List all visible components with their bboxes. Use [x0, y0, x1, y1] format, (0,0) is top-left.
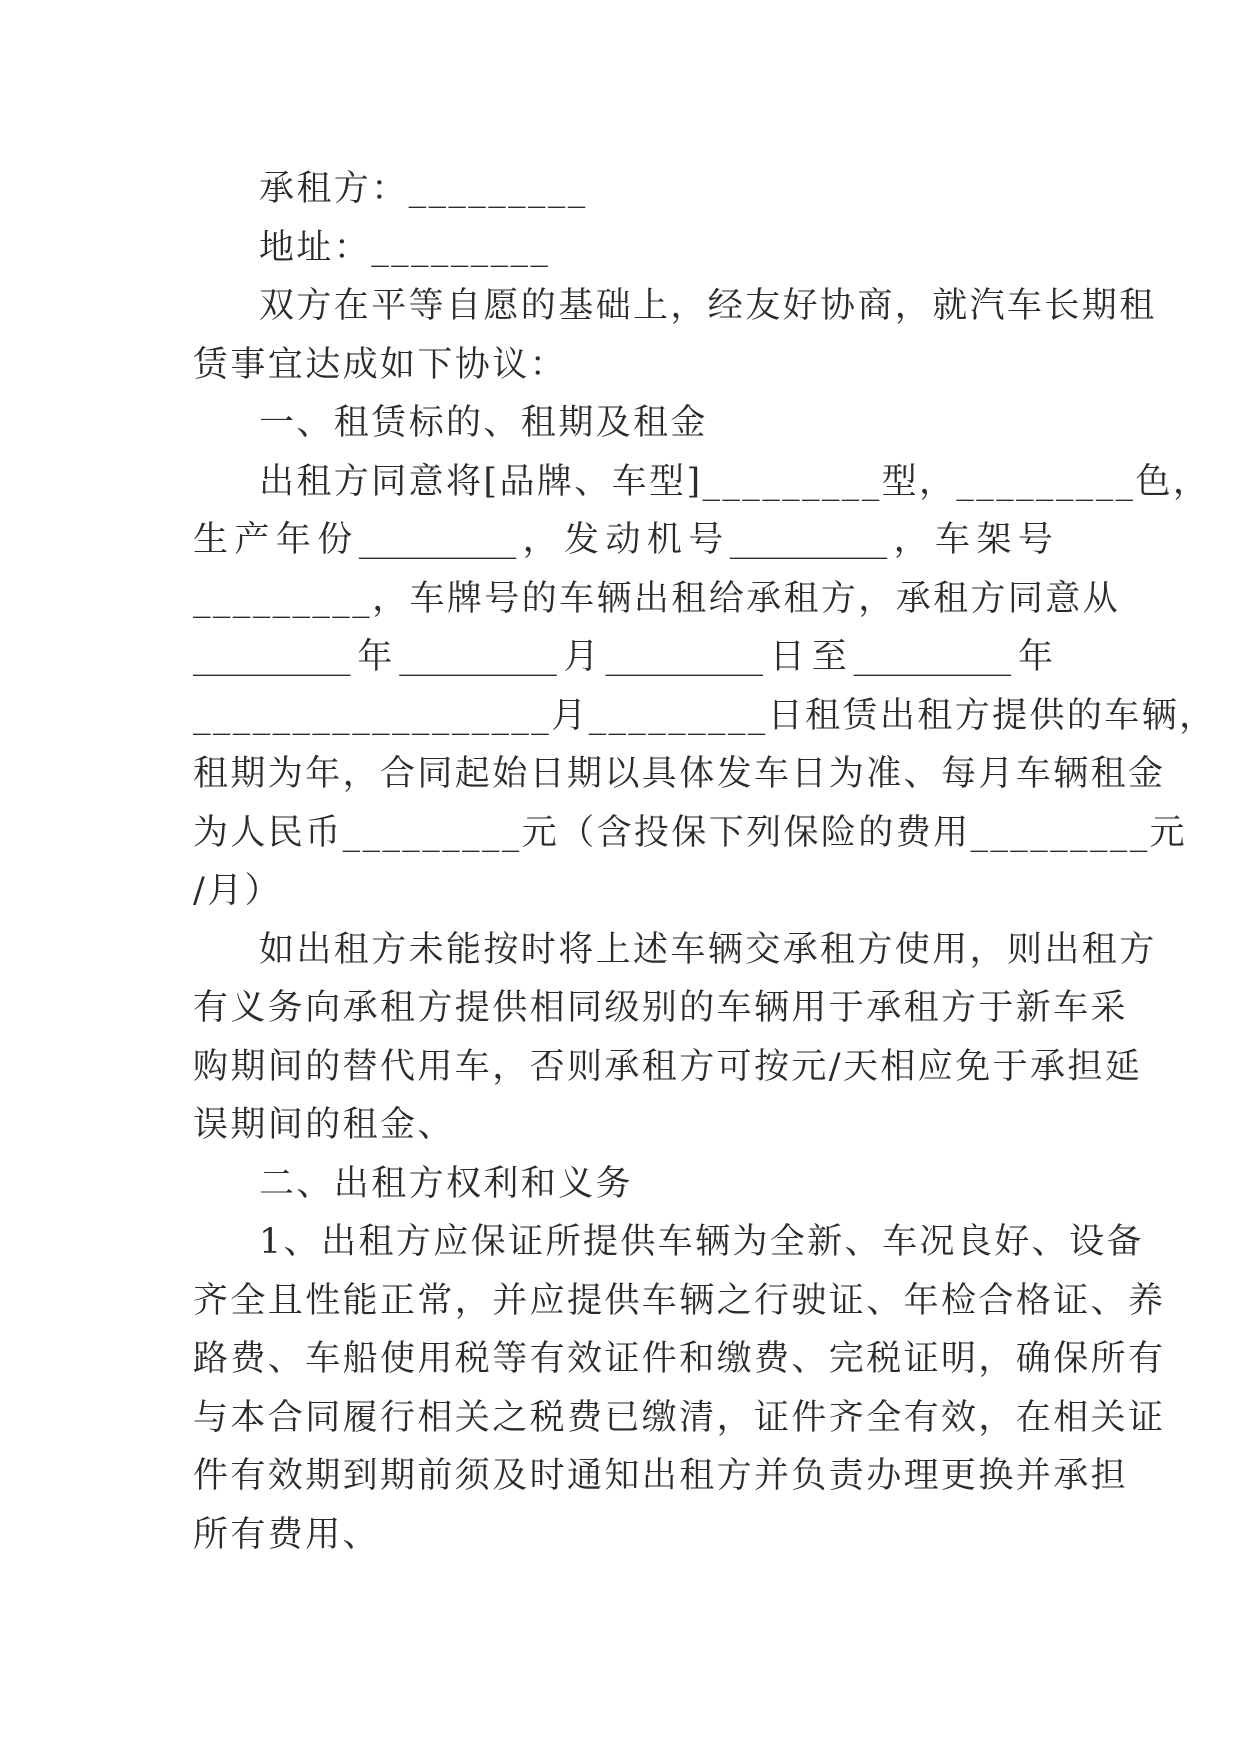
- clause-3-line-1: 1、出租方应保证所提供车辆为全新、车况良好、设备: [259, 1222, 1144, 1262]
- preamble-line-2: 赁事宜达成如下协议：: [193, 344, 568, 385]
- lessee-line: 承租方：_________: [259, 169, 588, 209]
- text-fragment: 日: [769, 637, 805, 677]
- text-fragment: 年: [275, 520, 311, 560]
- text-fragment: 机: [646, 520, 682, 560]
- clause-3-line-5: 件有效期到期前须及时通知出租方并负责办理更换并承担: [193, 1456, 1129, 1496]
- text-fragment: 年: [1017, 637, 1053, 677]
- document-page: [193, 160, 1217, 1564]
- clause-3-line-2: 齐全且性能正常，并应提供车辆之行驶证、年检合格证、养: [193, 1280, 1166, 1321]
- text-fragment: ，: [522, 520, 558, 560]
- clause-3-line-4: 与本合同履行相关之税费已缴清，证件齐全有效，在相关证: [193, 1397, 1166, 1438]
- text-fragment: 发: [564, 520, 600, 560]
- text-fragment: 号: [1017, 520, 1053, 560]
- text-fragment: 份: [317, 520, 353, 560]
- text-fragment: 月: [563, 637, 599, 677]
- clause-1-line-6: 租期为年，合同起始日期以具体发车日为准、每月车辆租金: [193, 754, 1166, 794]
- clause-1-line-2: [193, 511, 1053, 570]
- text-fragment: 生: [193, 520, 229, 560]
- blank-field: _________: [605, 637, 763, 677]
- clause-1-line-3: _________，车牌号的车辆出租给承租方，承租方同意从: [193, 578, 1121, 619]
- clause-1-line-5: __________________月_________日租赁出租方提供的车辆，: [193, 695, 1217, 736]
- text-fragment: ，: [893, 520, 929, 560]
- blank-field: _________: [399, 637, 557, 677]
- clause-1-line-8: /月）: [193, 871, 282, 911]
- text-fragment: 产: [234, 520, 270, 560]
- blank-field: _________: [193, 637, 351, 677]
- clause-1-line-1: 出租方同意将[品牌、车型]_________型，_________色，: [259, 461, 1211, 502]
- address-line: 地址：_________: [259, 227, 551, 268]
- text-fragment: 动: [605, 520, 641, 560]
- text-fragment: 年: [357, 637, 393, 677]
- clause-3-line-3: 路费、车船使用税等有效证件和缴费、完税证明，确保所有: [193, 1339, 1166, 1379]
- clause-2-line-2: 有义务向承租方提供相同级别的车辆用于承租方于新车采: [193, 988, 1129, 1028]
- clause-1-line-4: [193, 628, 1053, 687]
- text-fragment: 车: [935, 520, 971, 560]
- clause-2-line-3: 购期间的替代用车，否则承租方可按元/天相应免于承担延: [193, 1046, 1143, 1087]
- blank-field: _________: [358, 520, 517, 560]
- blank-field: _________: [853, 637, 1012, 677]
- text-fragment: 至: [811, 637, 847, 677]
- clause-3-line-6: 所有费用、: [193, 1514, 381, 1555]
- blank-field: _________: [729, 520, 888, 560]
- text-fragment: 架: [976, 520, 1012, 560]
- clause-1-line-7: 为人民币_________元（含投保下列保险的费用_________元: [193, 812, 1188, 853]
- text-fragment: 号: [688, 520, 724, 560]
- section-heading-2: 二、出租方权利和义务: [259, 1163, 634, 1204]
- clause-2-line-1: 如出租方未能按时将上述车辆交承租方使用，则出租方: [259, 929, 1157, 970]
- clause-2-line-4: 误期间的租金、: [193, 1105, 455, 1145]
- section-heading-1: 一、租赁标的、租期及租金: [259, 403, 708, 443]
- preamble-line-1: 双方在平等自愿的基础上，经友好协商，就汽车长期租: [259, 286, 1157, 326]
